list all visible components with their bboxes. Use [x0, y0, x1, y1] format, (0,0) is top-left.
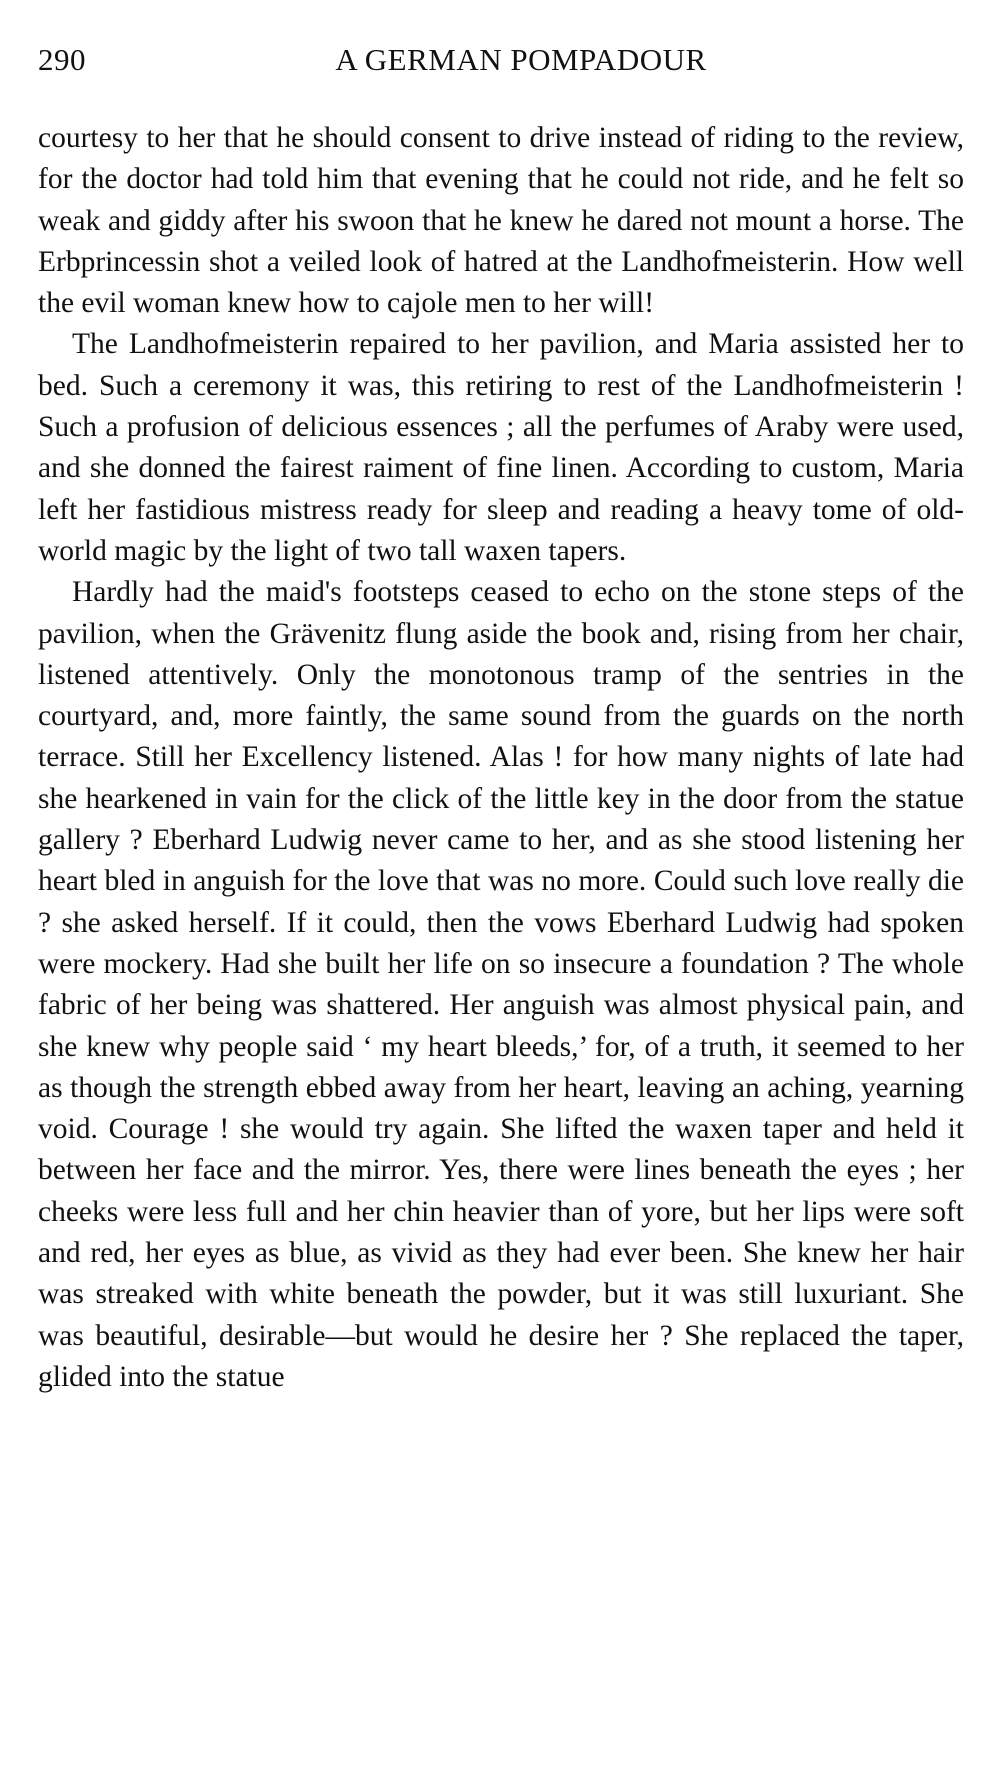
body-text	[38, 118, 964, 1398]
paragraph-continued: courtesy to her that he should consent to drive instead of riding to the review, for the doctor had told him that evening that he could not ride, and he felt so weak and giddy after his swoon that he knew he dared not mount a horse. The Erbprincessin shot a veiled look of hatred at the Landhofmeisterin. How well the evil woman knew how to cajole men to her will!	[38, 122, 964, 320]
page-number: 290	[38, 42, 86, 77]
paragraph-landhofmeisterin-retires: The Landhofmeisterin repaired to her pavilion, and Maria assisted her to bed. Such a ceremony it was, this retiring to rest of the Landhofmeisterin ! Such a profusion of delicious essences ; all the perfumes of Araby were used, and she donned the fairest raiment of fine linen. According to custom, Maria left her fastidious mistress ready for sleep and reading a heavy tome of old-world magic by the light of two tall waxen tapers.	[38, 328, 964, 567]
running-title: A GERMAN POMPADOUR	[335, 42, 707, 77]
paragraph-gravenitz-listens: Hardly had the maid's footsteps ceased to echo on the stone steps of the pavilion, when the Grävenitz flung aside the book and, rising from her chair, listened attentively. Only the monotonous tramp of the sentries in the courtyard, and, more faintly, the same sound from the guards on the north terrace. Still her Excellency listened. Alas ! for how many nights of late had she hearkened in vain for the click of the little key in the door from the statue gallery ? Eberhard Ludwig never came to her, and as she stood listening her heart bled in anguish for the love that was no more. Could such love really die ? she asked herself. If it could, then the vows Eberhard Ludwig had spoken were mockery. Had she built her life on so insecure a foundation ? The whole fabric of her being was shattered. Her anguish was almost physical pain, and she knew why people said ‘ my heart bleeds,’ for, of a truth, it seemed to her as though the strength ebbed away from her heart, leaving an aching, yearning void. Courage ! she would try again. She lifted the waxen taper and held it between her face and the mirror. Yes, there were lines beneath the eyes ; her cheeks were less full and her chin heavier than of yore, but her lips were soft and red, her eyes as blue, as vivid as they had ever been. She knew her hair was streaked with white beneath the powder, but it was still luxuriant. She was beautiful, desirable—but would he desire her ? She replaced the taper, glided into the statue	[38, 576, 964, 1393]
book-page	[38, 38, 964, 1398]
running-header	[38, 38, 964, 86]
